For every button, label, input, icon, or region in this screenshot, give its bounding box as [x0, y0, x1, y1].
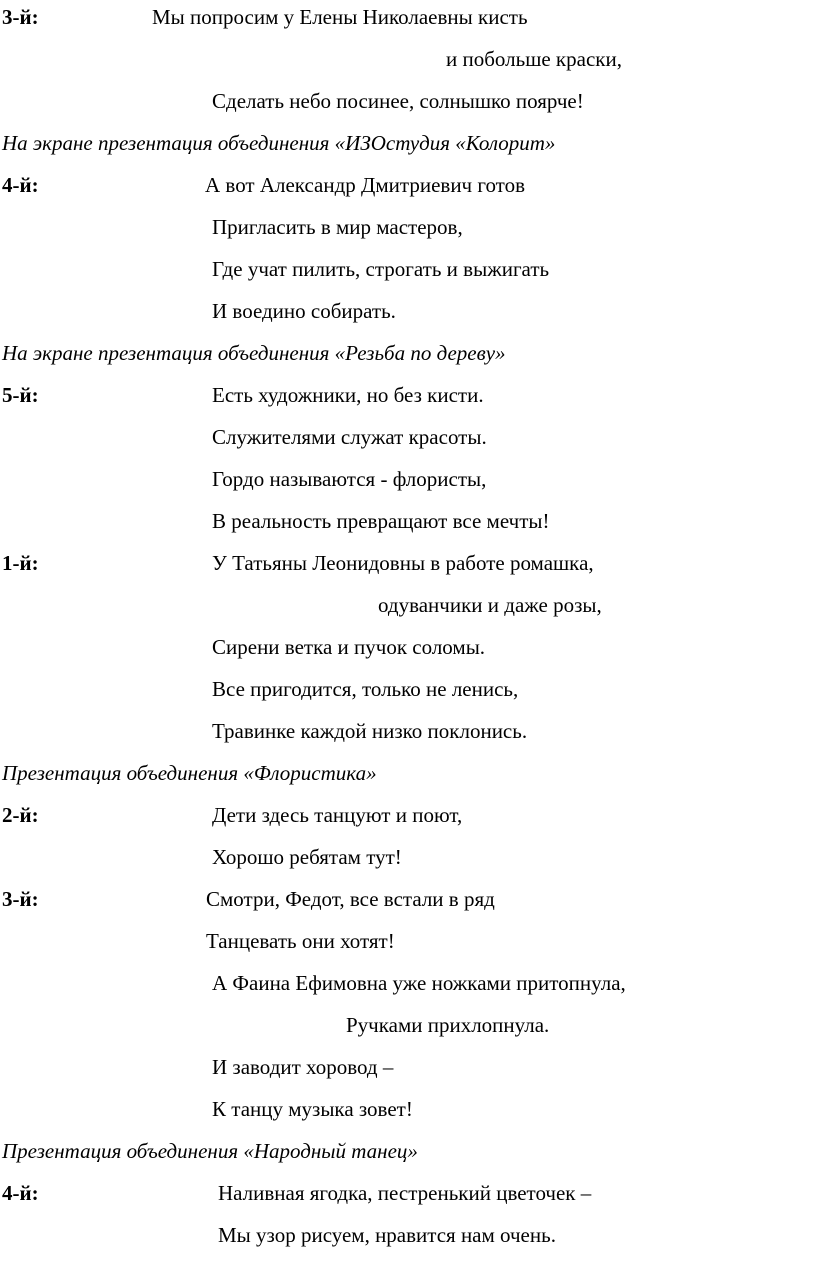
verse-text: Хорошо ребятам тут!	[212, 845, 402, 869]
verse-text: А Фаина Ефимовна уже ножками притопнула,	[212, 971, 626, 995]
verse-text: и побольше краски,	[446, 47, 622, 71]
verse-text: Танцевать они хотят!	[206, 929, 395, 953]
stage-direction-text: Презентация объединения «Народный танец»	[2, 1139, 418, 1163]
verse-text: Травинке каждой низко поклонись.	[212, 719, 528, 743]
verse-text: И заводит хоровод –	[212, 1055, 394, 1079]
speaker-label: 4-й:	[2, 173, 39, 197]
speaker-label: 1-й:	[2, 551, 39, 575]
verse-text: Смотри, Федот, все встали в ряд	[206, 887, 495, 911]
speaker-label: 3-й:	[2, 887, 39, 911]
verse-text: Пригласить в мир мастеров,	[212, 215, 463, 239]
speaker-label: 3-й:	[2, 5, 39, 29]
verse-text: Сделать небо посинее, солнышко поярче!	[212, 89, 584, 113]
verse-text: Служителями служат красоты.	[212, 425, 487, 449]
verse-text: Все пригодится, только не ленись,	[212, 677, 519, 701]
verse-text: У Татьяны Леонидовны в работе ромашка,	[212, 551, 594, 575]
verse-text: В реальность превращают все мечты!	[212, 509, 550, 533]
verse-text: Сирени ветка и пучок соломы.	[212, 635, 486, 659]
stage-direction-text: На экране презентация объединения «ИЗОстудия «Колорит»	[2, 131, 556, 155]
speaker-label: 2-й:	[2, 803, 39, 827]
verse-text: одуванчики и даже розы,	[378, 593, 602, 617]
verse-text: Есть художники, но без кисти.	[212, 383, 484, 407]
verse-text: Ручками прихлопнула.	[346, 1013, 550, 1037]
verse-text: А вот Александр Дмитриевич готов	[205, 173, 525, 197]
stage-direction-text: Презентация объединения «Флористика»	[2, 761, 377, 785]
verse-text: Дети здесь танцуют и поют,	[212, 803, 463, 827]
verse-text: Где учат пилить, строгать и выжигать	[212, 257, 550, 281]
verse-text: И воедино собирать.	[212, 299, 396, 323]
verse-text: Мы попросим у Елены Николаевны кисть	[152, 5, 528, 29]
stage-direction-text: На экране презентация объединения «Резьба по дереву»	[2, 341, 506, 365]
speaker-label: 4-й:	[2, 1181, 39, 1205]
verse-text: К танцу музыка зовет!	[212, 1097, 413, 1121]
verse-text: Гордо называются - флористы,	[212, 467, 487, 491]
verse-text: Мы узор рисуем, нравится нам очень.	[218, 1223, 556, 1247]
verse-text: Наливная ягодка, пестренький цветочек –	[218, 1181, 592, 1205]
speaker-label: 5-й:	[2, 383, 39, 407]
